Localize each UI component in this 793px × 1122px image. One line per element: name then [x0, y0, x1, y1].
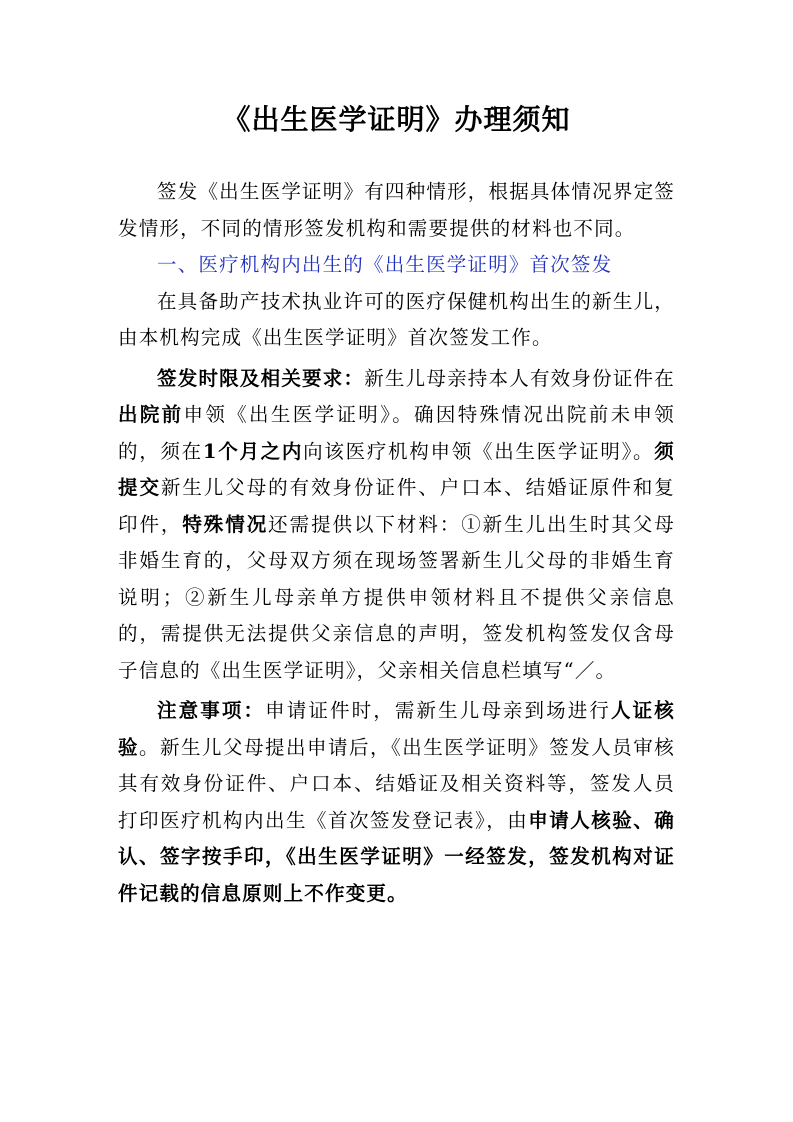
- issuance-requirements-label: 签发时限及相关要求：: [157, 366, 365, 390]
- text-run: 新生儿父母的有效身份证件、户口本、结婚证原件和复印件，: [118, 476, 675, 536]
- text-run: 向该医疗机构申领《出生医学证明》。: [303, 439, 655, 463]
- text-run: 申领《出生医学证明》。确因特殊情况出院前未申领的，须在: [118, 403, 675, 463]
- bold-run: 人证核验: [118, 699, 675, 759]
- bold-run: 特殊情况: [182, 512, 269, 536]
- text-run: 。新生儿父母提出申请后，《出生医学证明》签发人员审核其有效身份证件、户口本、结婚证及相关资料等，签发人员打印医疗机构内出生《首次签发登记表》，由: [118, 735, 676, 832]
- text-run: 还需提供以下材料：①新生儿出生时其父母非婚生育的，父母双方须在现场签署新生儿父母的非婚生育说明；②新生儿母亲单方提供申领材料且不提供父亲信息的，需提供无法提供父亲信息的声明，签发机构签发仅含母子信息的《出生医学证明》，父亲相关信息栏填写“／。: [118, 512, 675, 682]
- bold-run: 出院前: [118, 403, 184, 426]
- text-run: 申请证件时，需新生儿母亲到场进行: [265, 699, 612, 722]
- section-paragraph-3: [118, 693, 675, 912]
- text-run: 新生儿母亲持本人有效身份证件在: [364, 366, 675, 390]
- document-title: 《出生医学证明》办理须知: [222, 103, 571, 136]
- document-body: [118, 174, 675, 912]
- bold-run: 1个月之内: [202, 439, 304, 463]
- bold-run: 须提交: [118, 439, 675, 499]
- section-heading: 一、医疗机构内出生的《出生医学证明》首次签发: [157, 253, 613, 276]
- section-paragraph-1: 在具备助产技术执业许可的医疗保健机构出生的新生儿，由本机构完成《出生医学证明》首次签发工作。: [118, 289, 675, 349]
- bold-run: 申请人核验、确认、签字按手印，《出生医学证明》一经签发，签发机构对证件记载的信息原则上不作变更。: [118, 808, 675, 905]
- notes-label: 注意事项：: [157, 699, 266, 722]
- section-paragraph-2: [118, 361, 675, 690]
- intro-paragraph: 签发《出生医学证明》有四种情形，根据具体情况界定签发情形，不同的情形签发机构和需要提供的材料也不同。: [118, 180, 675, 240]
